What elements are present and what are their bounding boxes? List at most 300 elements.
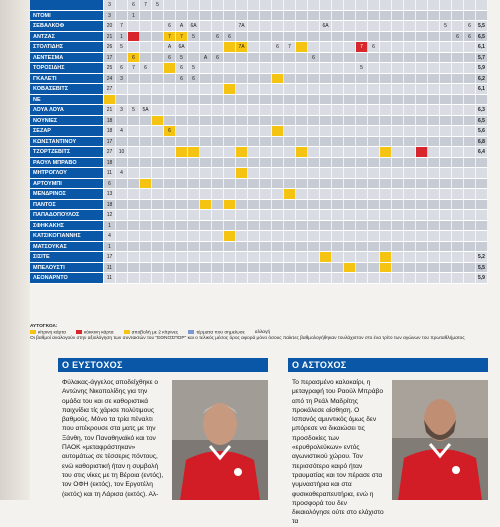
match-cell	[236, 168, 248, 178]
rating-cells	[104, 189, 488, 199]
match-cell	[440, 0, 452, 10]
match-cell: 11	[104, 168, 116, 178]
match-cell: 6	[164, 21, 176, 31]
match-cell	[356, 137, 368, 147]
match-cell	[380, 210, 392, 220]
match-cell	[392, 210, 404, 220]
match-cell	[332, 11, 344, 21]
match-cell	[260, 74, 272, 84]
match-cell	[164, 252, 176, 262]
match-cell	[332, 74, 344, 84]
match-cell	[248, 53, 260, 63]
match-cell	[416, 53, 428, 63]
match-cell: 6	[188, 74, 200, 84]
match-cell	[248, 63, 260, 73]
match-cell	[284, 63, 296, 73]
article-best-heading: Ο ΕΥΣΤΟΧΟΣ	[58, 358, 268, 372]
match-cell	[152, 189, 164, 199]
match-cell	[248, 126, 260, 136]
match-cell	[164, 210, 176, 220]
match-cell	[260, 105, 272, 115]
match-cell	[140, 116, 152, 126]
match-cell	[128, 74, 140, 84]
match-cell	[404, 189, 416, 199]
player-name: ΛΟΥΑ ΛΟΥΑ	[30, 105, 104, 115]
rating-cells	[104, 221, 488, 231]
match-cell	[404, 11, 416, 21]
table-row	[30, 0, 488, 11]
match-cell	[260, 252, 272, 262]
match-cell: 1	[128, 11, 140, 21]
match-cell	[356, 179, 368, 189]
match-cell: 4	[116, 126, 128, 136]
match-cell	[356, 11, 368, 21]
match-cell	[188, 42, 200, 52]
match-cell	[296, 189, 308, 199]
match-cell	[272, 263, 284, 273]
match-cell	[248, 210, 260, 220]
match-cell	[176, 126, 188, 136]
match-cell	[152, 263, 164, 273]
match-cell	[320, 179, 332, 189]
match-cell	[284, 95, 296, 105]
match-cell	[176, 137, 188, 147]
match-cell	[356, 95, 368, 105]
player-name: ΣΕΒΑΛΚΟΦ	[30, 21, 104, 31]
table-row	[30, 116, 488, 127]
match-cell	[416, 210, 428, 220]
match-cell	[428, 116, 440, 126]
match-cell	[320, 137, 332, 147]
match-cell	[128, 210, 140, 220]
match-cell	[404, 0, 416, 10]
match-cell	[260, 21, 272, 31]
player-name: ΚΟΒΑΣΕΒΙΤΣ	[30, 84, 104, 94]
match-cell	[248, 242, 260, 252]
match-cell	[416, 137, 428, 147]
match-cell: 7A	[236, 42, 248, 52]
average-cell: 6,2	[476, 74, 488, 84]
match-cell	[308, 126, 320, 136]
match-cell	[332, 53, 344, 63]
match-cell	[344, 137, 356, 147]
player-name: ΝΤΟΜΙ	[30, 11, 104, 21]
match-cell	[152, 11, 164, 21]
match-cell	[200, 21, 212, 31]
match-cell	[344, 273, 356, 283]
match-cell	[128, 273, 140, 283]
match-cell	[452, 200, 464, 210]
match-cell	[176, 168, 188, 178]
match-cell	[416, 189, 428, 199]
match-cell	[212, 221, 224, 231]
match-cell	[332, 95, 344, 105]
match-cell: 18	[104, 126, 116, 136]
rating-cells	[104, 252, 488, 262]
match-cell	[284, 273, 296, 283]
match-cell	[320, 53, 332, 63]
match-cell	[344, 263, 356, 273]
match-cell	[320, 273, 332, 283]
legend-double-yellow-label: αποβολή με 2 κίτρινες	[131, 330, 179, 336]
player-name: ΤΟΡΟΣΙΔΗΣ	[30, 63, 104, 73]
match-cell	[356, 21, 368, 31]
match-cell	[260, 158, 272, 168]
match-cell	[344, 42, 356, 52]
match-cell	[116, 200, 128, 210]
match-cell	[188, 11, 200, 21]
match-cell	[452, 168, 464, 178]
match-cell	[248, 21, 260, 31]
match-cell	[296, 116, 308, 126]
match-cell	[464, 42, 476, 52]
player-name: ΣΕΖΑΡ	[30, 126, 104, 136]
match-cell	[128, 179, 140, 189]
match-cell	[320, 0, 332, 10]
match-cell	[428, 242, 440, 252]
match-cell	[272, 95, 284, 105]
match-cell	[272, 116, 284, 126]
match-cell	[392, 242, 404, 252]
match-cell	[464, 231, 476, 241]
match-cell	[404, 84, 416, 94]
match-cell: A	[164, 42, 176, 52]
match-cell	[296, 53, 308, 63]
match-cell	[176, 242, 188, 252]
match-cell	[440, 147, 452, 157]
match-cell	[212, 179, 224, 189]
match-cell	[164, 158, 176, 168]
match-cell	[428, 168, 440, 178]
player-name: ΛΕΟΝΑΡΝΤΟ	[30, 273, 104, 283]
match-cell	[116, 0, 128, 10]
match-cell	[128, 95, 140, 105]
match-cell	[188, 210, 200, 220]
match-cell	[380, 168, 392, 178]
match-cell	[260, 221, 272, 231]
match-cell	[212, 84, 224, 94]
match-cell	[344, 231, 356, 241]
player-photo-bravo	[392, 380, 488, 500]
match-cell	[236, 126, 248, 136]
match-cell	[236, 158, 248, 168]
match-cell	[356, 221, 368, 231]
match-cell	[284, 137, 296, 147]
match-cell	[416, 105, 428, 115]
match-cell	[164, 74, 176, 84]
match-cell	[392, 0, 404, 10]
player-name: ΑΝΤΖΑΣ	[30, 32, 104, 42]
match-cell	[140, 221, 152, 231]
match-cell	[416, 74, 428, 84]
match-cell: 5A	[140, 105, 152, 115]
rating-cells	[104, 74, 488, 84]
match-cell	[188, 95, 200, 105]
table-row	[30, 179, 488, 190]
player-name: ΤΖΟΡΤΖΕΒΙΤΣ	[30, 147, 104, 157]
match-cell	[284, 126, 296, 136]
article-worst-heading: Ο ΑΣΤΟΧΟΣ	[288, 358, 488, 372]
match-cell: 1	[104, 221, 116, 231]
match-cell	[236, 0, 248, 10]
match-cell	[284, 147, 296, 157]
table-row	[30, 11, 488, 22]
match-cell	[128, 84, 140, 94]
match-cell	[152, 95, 164, 105]
average-cell: 5,6	[476, 126, 488, 136]
match-cell	[332, 158, 344, 168]
table-row	[30, 252, 488, 263]
table-row	[30, 137, 488, 148]
match-cell	[464, 147, 476, 157]
match-cell	[404, 63, 416, 73]
match-cell: 6	[464, 21, 476, 31]
table-row	[30, 126, 488, 137]
match-cell	[344, 168, 356, 178]
match-cell	[236, 189, 248, 199]
match-cell	[128, 168, 140, 178]
match-cell	[392, 137, 404, 147]
match-cell	[272, 200, 284, 210]
table-row	[30, 147, 488, 158]
match-cell	[188, 105, 200, 115]
match-cell	[212, 0, 224, 10]
match-cell	[452, 126, 464, 136]
match-cell	[380, 231, 392, 241]
match-cell: 7	[140, 0, 152, 10]
match-cell	[272, 21, 284, 31]
match-cell	[188, 252, 200, 262]
match-cell	[428, 252, 440, 262]
match-cell	[464, 95, 476, 105]
match-cell	[248, 105, 260, 115]
match-cell	[356, 32, 368, 42]
match-cell	[428, 21, 440, 31]
match-cell	[272, 231, 284, 241]
match-cell	[452, 21, 464, 31]
match-cell	[464, 168, 476, 178]
match-cell: A	[176, 21, 188, 31]
match-cell	[284, 32, 296, 42]
match-cell	[428, 179, 440, 189]
match-cell	[380, 32, 392, 42]
match-cell	[320, 231, 332, 241]
player-name: ΠΑΠΑΔΟΠΟΥΛΟΣ	[30, 210, 104, 220]
match-cell	[404, 252, 416, 262]
match-cell	[296, 32, 308, 42]
match-cell	[260, 189, 272, 199]
match-cell	[152, 74, 164, 84]
match-cell	[272, 105, 284, 115]
match-cell	[464, 84, 476, 94]
match-cell	[164, 273, 176, 283]
match-cell	[320, 74, 332, 84]
match-cell	[440, 11, 452, 21]
match-cell	[236, 53, 248, 63]
match-cell: 6	[176, 63, 188, 73]
match-cell	[380, 74, 392, 84]
match-cell	[140, 21, 152, 31]
rating-cells	[104, 32, 488, 42]
match-cell	[380, 42, 392, 52]
match-cell	[344, 21, 356, 31]
match-cell	[428, 221, 440, 231]
match-cell	[320, 105, 332, 115]
match-cell	[260, 0, 272, 10]
average-cell: 5,5	[476, 21, 488, 31]
match-cell	[248, 179, 260, 189]
match-cell	[224, 74, 236, 84]
match-cell: 6	[224, 32, 236, 42]
match-cell	[284, 200, 296, 210]
match-cell	[224, 63, 236, 73]
match-cell	[212, 200, 224, 210]
match-cell	[260, 231, 272, 241]
match-cell	[152, 147, 164, 157]
match-cell	[356, 242, 368, 252]
page-fold-shadow	[0, 0, 30, 500]
match-cell	[296, 263, 308, 273]
player-name: ΑΡΤΟΥΜΠΙ	[30, 179, 104, 189]
match-cell	[224, 221, 236, 231]
match-cell	[368, 0, 380, 10]
match-cell	[152, 168, 164, 178]
match-cell	[164, 231, 176, 241]
match-cell	[404, 242, 416, 252]
match-cell	[380, 263, 392, 273]
match-cell	[308, 84, 320, 94]
match-cell	[464, 126, 476, 136]
match-cell	[296, 11, 308, 21]
match-cell	[128, 221, 140, 231]
match-cell	[428, 0, 440, 10]
match-cell	[116, 11, 128, 21]
match-cell	[464, 252, 476, 262]
player-name: ΛΕΝΤΕΣΜΑ	[30, 53, 104, 63]
match-cell	[188, 200, 200, 210]
match-cell	[272, 242, 284, 252]
match-cell	[320, 252, 332, 262]
table-row	[30, 242, 488, 253]
match-cell	[452, 74, 464, 84]
match-cell	[332, 63, 344, 73]
match-cell: 7	[284, 42, 296, 52]
legend-yellow-label: κίτρινη κάρτα	[38, 330, 66, 336]
match-cell	[260, 168, 272, 178]
match-cell	[164, 189, 176, 199]
player-name: ΜΗΤΡΟΓΛΟΥ	[30, 168, 104, 178]
match-cell	[404, 210, 416, 220]
match-cell	[212, 273, 224, 283]
match-cell	[176, 105, 188, 115]
match-cell: 5	[188, 63, 200, 73]
match-cell	[380, 242, 392, 252]
match-cell	[224, 0, 236, 10]
match-cell	[356, 189, 368, 199]
match-cell	[284, 189, 296, 199]
match-cell	[140, 273, 152, 283]
match-cell	[248, 137, 260, 147]
match-cell	[188, 84, 200, 94]
match-cell	[200, 263, 212, 273]
match-cell	[140, 158, 152, 168]
match-cell	[320, 32, 332, 42]
match-cell	[224, 189, 236, 199]
match-cell: 1	[116, 32, 128, 42]
match-cell	[116, 53, 128, 63]
player-name: ΜΑΤΣΟΥΚΑΣ	[30, 242, 104, 252]
match-cell	[296, 95, 308, 105]
match-cell	[140, 263, 152, 273]
match-cell	[428, 105, 440, 115]
match-cell	[392, 189, 404, 199]
match-cell	[152, 221, 164, 231]
match-cell	[356, 168, 368, 178]
match-cell	[224, 53, 236, 63]
match-cell	[440, 242, 452, 252]
match-cell	[212, 189, 224, 199]
match-cell	[320, 189, 332, 199]
match-cell	[392, 84, 404, 94]
match-cell	[212, 95, 224, 105]
match-cell	[344, 221, 356, 231]
match-cell	[140, 242, 152, 252]
match-cell	[416, 231, 428, 241]
match-cell	[200, 221, 212, 231]
match-cell	[452, 242, 464, 252]
average-cell	[476, 179, 488, 189]
match-cell: 6	[368, 42, 380, 52]
match-cell	[332, 21, 344, 31]
match-cell: 6	[164, 53, 176, 63]
match-cell	[392, 63, 404, 73]
average-cell: 5,7	[476, 53, 488, 63]
match-cell	[176, 116, 188, 126]
match-cell	[392, 221, 404, 231]
match-cell	[380, 158, 392, 168]
match-cell	[224, 84, 236, 94]
rating-cells	[104, 147, 488, 157]
match-cell	[332, 32, 344, 42]
match-cell	[332, 126, 344, 136]
match-cell	[296, 105, 308, 115]
match-cell	[272, 221, 284, 231]
match-cell	[440, 116, 452, 126]
match-cell	[296, 137, 308, 147]
player-name: ΣΦΗΚΑΚΗΣ	[30, 221, 104, 231]
match-cell: 4	[104, 231, 116, 241]
match-cell	[308, 32, 320, 42]
match-cell	[404, 21, 416, 31]
match-cell	[140, 95, 152, 105]
match-cell	[140, 179, 152, 189]
match-cell	[272, 63, 284, 73]
match-cell: 6	[464, 32, 476, 42]
match-cell	[380, 221, 392, 231]
match-cell: 3	[116, 74, 128, 84]
match-cell	[200, 200, 212, 210]
match-cell	[344, 147, 356, 157]
match-cell	[152, 53, 164, 63]
match-cell	[392, 126, 404, 136]
table-row	[30, 158, 488, 169]
match-cell	[176, 210, 188, 220]
match-cell	[344, 200, 356, 210]
match-cell	[320, 63, 332, 73]
match-cell	[440, 231, 452, 241]
match-cell	[200, 189, 212, 199]
match-cell: 7	[164, 32, 176, 42]
